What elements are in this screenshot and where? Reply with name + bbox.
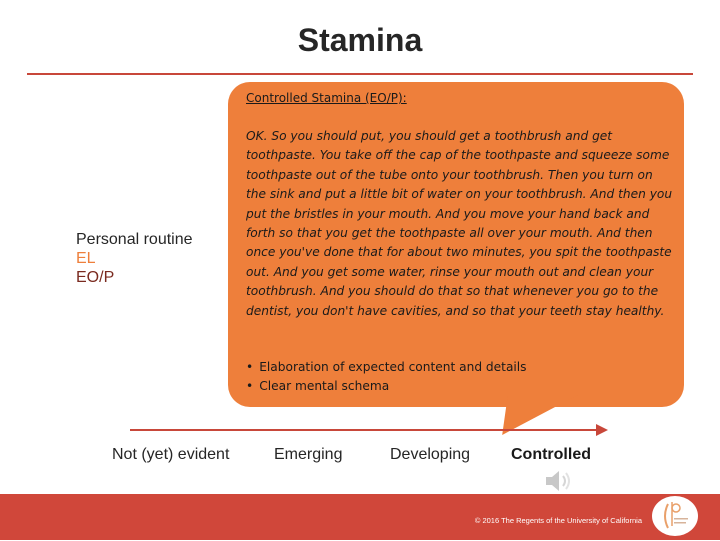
scale-label-controlled: Controlled: [511, 446, 591, 463]
scale-label-not-yet-evident: Not (yet) evident: [112, 446, 230, 463]
slide-title: Stamina: [297, 22, 423, 58]
category-labels: [76, 230, 193, 287]
scale-label-developing: Developing: [390, 446, 471, 463]
label-el: EL: [76, 250, 96, 267]
scale-line: [130, 429, 596, 431]
copyright-text: © 2016 The Regents of the University of California: [474, 516, 642, 525]
logo-mark-icon: [652, 496, 698, 536]
scale-arrow-icon: [596, 424, 608, 436]
label-personal-routine: Personal routine: [76, 231, 193, 248]
bullet-item: • Clear mental schema: [246, 377, 666, 396]
title-divider: [27, 73, 693, 75]
bubble-quote: OK. So you should put, you should get a toothbrush and get toothpaste. You take off the cap of the toothpaste and squeeze some toothpaste out of the tube onto your toothbrush. Then you turn on the sink and put a little bit of water on your toothbrush. And then you put the bristles in your mouth. And you move your hand back and forth so that you get the toothpaste all over your mouth. And then once you've done that for about two minutes, you spit the toothpaste out. And you get some water, rinse your mouth out and clean your toothbrush. And you should do that so that whenever you go to the dentist, you don't have cavities, and so that your teeth stay healthy.: [246, 129, 673, 318]
logo: [652, 496, 698, 536]
bubble-heading: Controlled Stamina (EO/P):: [246, 91, 407, 105]
bubble-bullet-list: [246, 358, 666, 396]
bullet-item: • Elaboration of expected content and details: [246, 358, 666, 377]
label-eop: EO/P: [76, 269, 115, 286]
speaker-icon[interactable]: [544, 468, 574, 494]
scale-label-emerging: Emerging: [274, 446, 343, 463]
footer-bar: [0, 494, 720, 540]
